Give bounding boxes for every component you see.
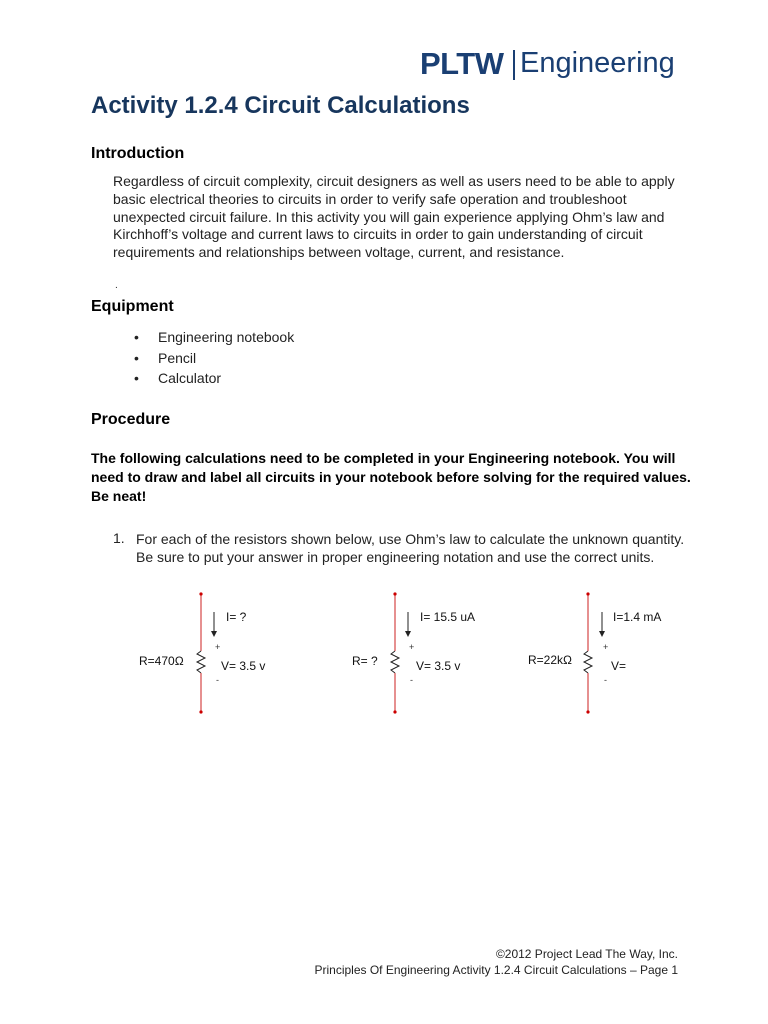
minus-sign: - <box>216 675 219 685</box>
resistor-symbol <box>391 651 399 673</box>
voltage-label: V= 3.5 v <box>221 659 266 673</box>
minus-sign: - <box>410 675 413 685</box>
logo-brand: PLTW <box>420 46 504 81</box>
resistance-label: R= ? <box>352 654 378 668</box>
circuit-1 <box>139 592 265 713</box>
terminal-dot <box>393 592 396 595</box>
terminal-dot <box>199 592 202 595</box>
page-title: Activity 1.2.4 Circuit Calculations <box>91 92 470 119</box>
procedure-heading: Procedure <box>91 411 171 428</box>
resistor-symbol <box>584 651 592 673</box>
plus-sign: + <box>603 642 609 652</box>
resistance-label: R=470Ω <box>139 654 184 668</box>
resistance-label: R=22kΩ <box>528 653 572 667</box>
list-item: • Engineering notebook <box>134 327 294 348</box>
circuit-2 <box>352 592 475 713</box>
resistor-symbol <box>197 651 205 673</box>
list-item: • Calculator <box>134 368 294 389</box>
equipment-heading: Equipment <box>91 298 174 315</box>
minus-sign: - <box>604 675 607 685</box>
current-label: I= ? <box>226 610 247 624</box>
current-label: I=1.4 mA <box>613 610 662 624</box>
plus-sign: + <box>215 642 221 652</box>
intro-dot: . <box>115 280 118 291</box>
logo-suffix: Engineering <box>520 47 675 79</box>
circuit-3 <box>528 592 661 713</box>
current-label: I= 15.5 uA <box>420 610 476 624</box>
voltage-label: V= 3.5 v <box>416 659 461 673</box>
footer-copyright: ©2012 Project Lead The Way, Inc. <box>495 947 678 961</box>
step-number: 1. <box>113 530 125 546</box>
introduction-text: Regardless of circuit complexity, circuit designers as well as users need to be able to apply basic electrical theories to circuits in order to verify safe operation and troubleshoot unexpected circuit failure. In this activity you will gain experience applying Ohm’s law and Kirchhoff’s voltage and current laws to circuits in order to gain understanding of circuit requirements and relationships between voltage, current, and resistance. <box>113 173 675 261</box>
terminal-dot <box>586 592 589 595</box>
introduction-heading: Introduction <box>91 145 185 162</box>
plus-sign: + <box>409 642 415 652</box>
procedure-instructions: The following calculations need to be completed in your Engineering notebook. You will need to draw and label all circuits in your notebook before solving for the required values. Be neat! <box>91 450 691 504</box>
terminal-dot <box>393 710 396 713</box>
voltage-label: V= <box>611 659 627 673</box>
list-item: • Pencil <box>134 348 294 369</box>
terminal-dot <box>199 710 202 713</box>
step-text: For each of the resistors shown below, use Ohm’s law to calculate the unknown quantity. Be sure to put your answer in proper engineering notation and use the correct units. <box>136 531 685 565</box>
footer-page-info: Principles Of Engineering Activity 1.2.4 Circuit Calculations – Page 1 <box>314 963 678 977</box>
terminal-dot <box>586 710 589 713</box>
